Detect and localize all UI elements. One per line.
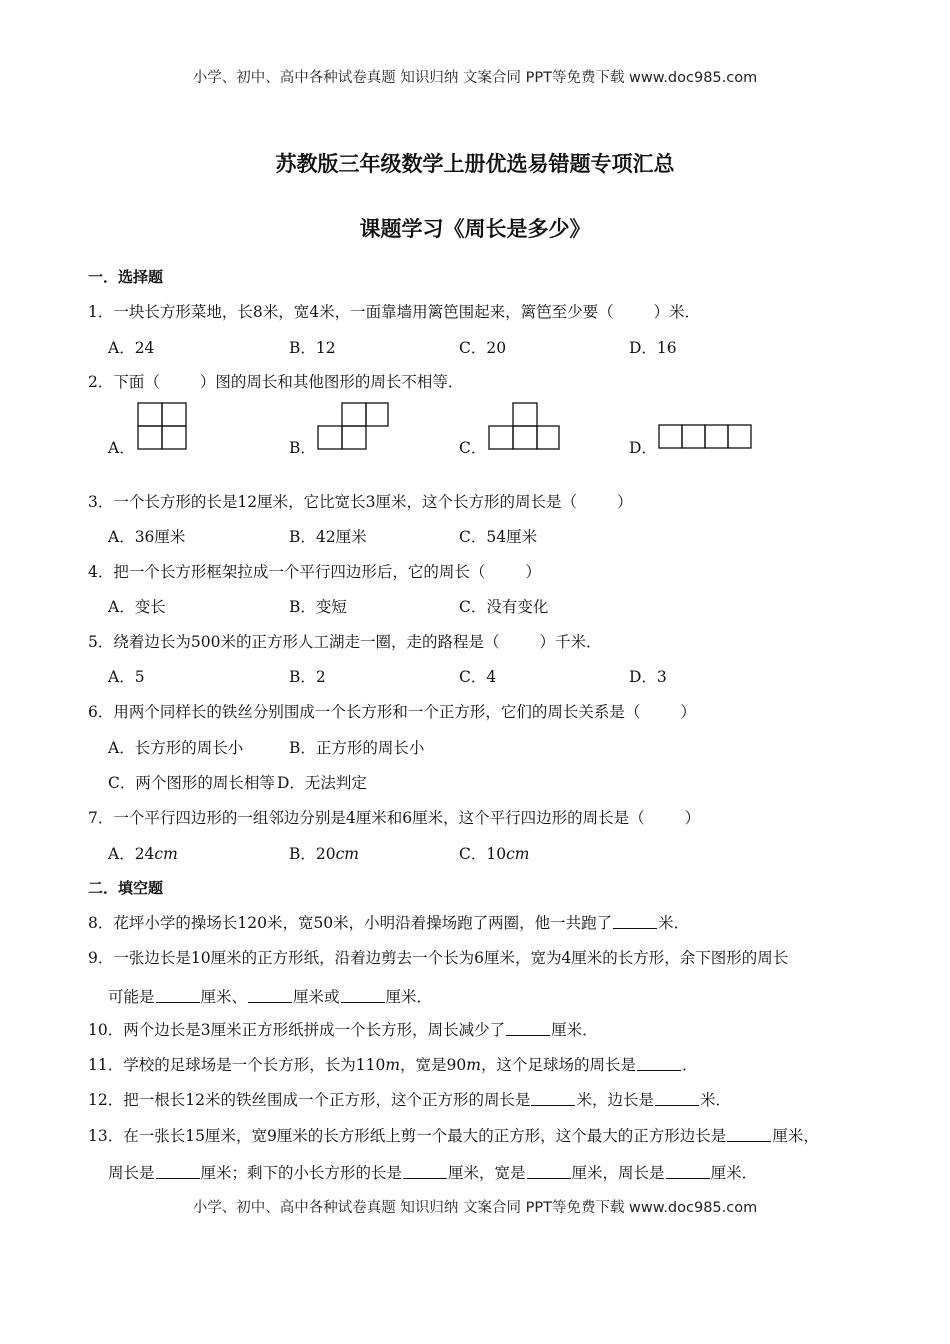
q7-option-c: C．10cm: [459, 845, 530, 863]
q5-option-b: B．2: [289, 668, 326, 686]
answer-blank[interactable]: [531, 1091, 575, 1106]
q5-option-c: C．4: [459, 668, 497, 686]
q3-option-c: C．54厘米: [459, 528, 538, 546]
q6-option-b: B．正方形的周长小: [289, 739, 425, 757]
question-6-text: 6．用两个同样长的铁丝分别围成一个长方形和一个正方形，它们的周长关系是（: [88, 703, 641, 721]
answer-blank[interactable]: [506, 1021, 550, 1036]
q1-option-c: C．20: [459, 339, 507, 357]
question-6: [88, 700, 696, 722]
question-5: [88, 630, 601, 652]
q2-figure-b: [317, 402, 391, 452]
question-7-text: 7．一个平行四边形的一组邻边分别是4厘米和6厘米，这个平行四边形的周长是（: [88, 809, 645, 827]
question-4: [88, 560, 541, 582]
question-2-suffix: ）图的周长和其他图形的周长不相等．: [199, 373, 464, 391]
document-title: 苏教版三年级数学上册优选易错题专项汇总: [275, 152, 675, 176]
question-1-suffix: ）米．: [653, 303, 701, 321]
page-header: 小学、初中、高中各种试卷真题 知识归纳 文案合同 PPT等免费下载 www.doc985.com: [192, 70, 758, 86]
q2-figure-a: [137, 402, 189, 452]
question-3: [88, 490, 632, 512]
question-4-suffix: ）: [525, 563, 541, 581]
document-subtitle: 课题学习《周长是多少》: [359, 217, 591, 241]
answer-blank[interactable]: [527, 1164, 571, 1179]
question-7: [88, 806, 700, 828]
question-1: [88, 300, 700, 322]
question-6-suffix: ）: [680, 703, 696, 721]
q5-option-a: A．5: [108, 668, 145, 686]
q6-option-d: D．无法判定: [277, 774, 367, 792]
q3-option-a: A．36厘米: [108, 528, 186, 546]
answer-blank[interactable]: [156, 988, 200, 1003]
question-4-text: 4．把一个长方形框架拉成一个平行四边形后，它的周长（: [88, 563, 486, 581]
question-5-suffix: ）千米．: [539, 633, 602, 651]
answer-blank[interactable]: [637, 1056, 681, 1071]
answer-blank[interactable]: [156, 1164, 200, 1179]
answer-blank[interactable]: [403, 1164, 447, 1179]
q1-option-a: A．24: [108, 339, 155, 357]
question-9-continued: 可能是 厘米、 厘米或 厘米．: [108, 988, 433, 1006]
q7-option-a: A．24cm: [108, 845, 178, 863]
question-12: 12．把一根长12米的铁丝围成一个正方形，这个正方形的周长是 米，边长是 米．: [88, 1091, 731, 1109]
q3-option-b: B．42厘米: [289, 528, 367, 546]
answer-blank[interactable]: [655, 1091, 699, 1106]
question-10: 10．两个边长是3厘米正方形纸拼成一个长方形，周长减少了 厘米．: [88, 1021, 598, 1039]
question-11: 11．学校的足球场是一个长方形，长为110m，宽是90m，这个足球场的周长是 ．: [88, 1056, 698, 1074]
question-5-text: 5．绕着边长为500米的正方形人工湖走一圈，走的路程是（: [88, 633, 500, 651]
section-choice-heading: 一．选择题: [88, 268, 164, 286]
question-13: 13．在一张长15厘米，宽9厘米的长方形纸上剪一个最大的正方形，这个最大的正方形边长是 厘米，: [88, 1127, 819, 1145]
question-9: 9．一张边长是10厘米的正方形纸，沿着边剪去一个长为6厘米，宽为4厘米的长方形，余下图形的周长: [88, 949, 789, 967]
answer-blank[interactable]: [248, 988, 292, 1003]
answer-blank[interactable]: [666, 1164, 710, 1179]
question-3-suffix: ）: [616, 493, 633, 511]
answer-blank[interactable]: [613, 914, 657, 929]
q2-figure-c: [488, 402, 562, 452]
q4-option-c: C．没有变化: [459, 598, 549, 616]
q6-option-a: A．长方形的周长小: [108, 739, 244, 757]
answer-blank[interactable]: [727, 1127, 771, 1142]
q4-option-a: A．变长: [108, 598, 166, 616]
q1-option-b: B．12: [289, 339, 336, 357]
question-3-text: 3．一个长方形的长是12厘米，它比宽长3厘米，这个长方形的周长是（: [88, 493, 577, 511]
question-1-text: 1．一块长方形菜地，长8米，宽4米，一面靠墙用篱笆围起来，篱笆至少要（: [88, 303, 614, 321]
q7-option-b: B．20cm: [289, 845, 360, 863]
question-2-text: 2．下面（: [88, 373, 160, 391]
question-13-continued: 周长是 厘米；剩下的小长方形的长是 厘米，宽是 厘米，周长是 厘米．: [108, 1164, 758, 1182]
question-2: [88, 370, 463, 392]
q2-figure-d: [658, 424, 754, 451]
question-8: 8．花坪小学的操场长120米，宽50米，小明沿着操场跑了两圈，他一共跑了 米．: [88, 914, 690, 932]
q4-option-b: B．变短: [289, 598, 347, 616]
page-footer: 小学、初中、高中各种试卷真题 知识归纳 文案合同 PPT等免费下载 www.doc985.com: [192, 1200, 758, 1216]
q2-option-c: C．: [459, 439, 487, 457]
answer-blank[interactable]: [341, 988, 385, 1003]
q2-option-b: B．: [289, 439, 316, 457]
q2-option-a: A．: [108, 439, 135, 457]
q2-option-d: D．: [629, 439, 657, 457]
q1-option-d: D．16: [629, 339, 677, 357]
q6-option-c: C．两个图形的周长相等: [108, 774, 275, 792]
section-fill-heading: 二．填空题: [88, 879, 164, 897]
q5-option-d: D．3: [629, 668, 667, 686]
question-7-suffix: ）: [684, 809, 701, 827]
